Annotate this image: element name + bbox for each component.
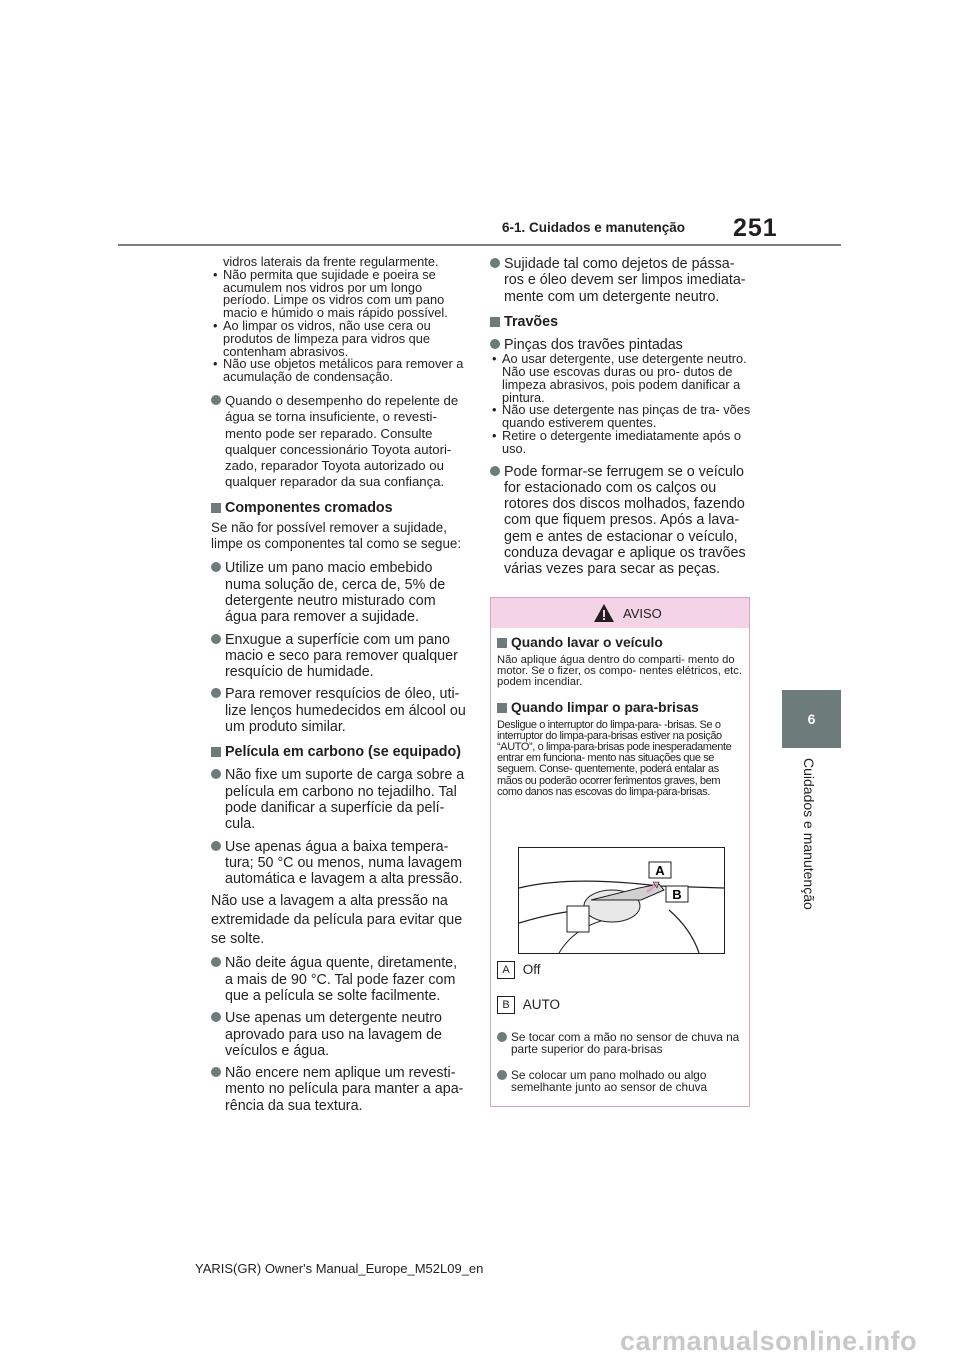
list-item-text: Não encere nem aplique um revesti- mento no película para manter a apa- rência da sua textura. bbox=[225, 1065, 464, 1114]
label-b: B bbox=[497, 996, 515, 1014]
bullet-icon bbox=[490, 258, 500, 268]
subheading-text: Travões bbox=[504, 313, 559, 330]
footer: YARIS(GR) Owner's Manual_Europe_M52L09_en bbox=[195, 1261, 484, 1276]
bullet-icon bbox=[211, 562, 221, 572]
bullet-icon bbox=[490, 466, 500, 476]
wiper-switch-illustration bbox=[518, 847, 725, 954]
legend-item bbox=[497, 996, 560, 1014]
page-number: 251 bbox=[733, 214, 778, 242]
list-item bbox=[490, 464, 754, 578]
list-item bbox=[211, 686, 469, 735]
list-item-text: Pode formar-se ferrugem se o veículo for estacionado com os calços ou rotores dos discos molhados, fazendo com que fiquem presos. Após a lava- gem e antes de estacionar o veículo, conduza devagar e aplique os travões várias vezes para secar as peças. bbox=[504, 463, 746, 578]
list-item-text: Para remover resquícios de óleo, uti- lize lenços humedecidos em álcool ou um produto similar. bbox=[225, 686, 466, 736]
list-item-text: Não fixe um suporte de carga sobre a película em carbono no tejadilho. Tal pode danificar a superfície da pelí- cula. bbox=[225, 767, 465, 833]
list-item bbox=[211, 1065, 469, 1114]
list-item bbox=[211, 393, 469, 491]
bullet-icon bbox=[211, 957, 221, 967]
list-item-text: Quando o desempenho do repelente de água se torna insuficiente, o revesti- mento pode ser reparado. Consulte qualquer concessionário Toyota autori- zado, reparador Toyota autorizado ou qualquer reparador da sua confiança. bbox=[225, 392, 459, 490]
list-item bbox=[211, 955, 469, 1004]
bullet-icon bbox=[497, 1070, 507, 1080]
list-item-text: Use apenas um detergente neutro aprovado para uso na lavagem de veículos e água. bbox=[225, 1010, 442, 1059]
warning-body bbox=[491, 628, 749, 798]
warning-header bbox=[491, 598, 749, 628]
watermark: carmanualsonline.info bbox=[620, 1326, 918, 1356]
subheading-text: Quando limpar o para-brisas bbox=[511, 699, 699, 715]
warning-triangle-icon bbox=[593, 603, 615, 623]
label-a: A bbox=[497, 961, 515, 979]
dash-item: • Ao limpar os vidros, não use cera ou produtos de limpeza para vidros que contenham abrasivos. bbox=[211, 320, 469, 358]
square-bullet-icon bbox=[211, 747, 221, 757]
warning-box bbox=[490, 597, 750, 1107]
bullet-icon bbox=[490, 339, 500, 349]
wiper-lever-drawing bbox=[519, 848, 724, 953]
chapter-tab: 6 bbox=[782, 690, 841, 748]
bullet-icon bbox=[211, 841, 221, 851]
paragraph: Se não for possível remover a sujidade, limpe os componentes tal como se segue: bbox=[211, 519, 462, 552]
left-column bbox=[211, 256, 469, 1114]
list-item bbox=[490, 256, 754, 305]
bullet-icon bbox=[497, 1032, 507, 1042]
list-item-text: Use apenas água a baixa tempera- tura; 50 °C ou menos, numa lavagem automática e lavagem a alta pressão. bbox=[225, 838, 463, 888]
section-title: 6-1. Cuidados e manutenção bbox=[502, 220, 686, 235]
subheading bbox=[211, 500, 469, 516]
bullet-icon bbox=[211, 769, 221, 779]
warning-title: AVISO bbox=[623, 606, 662, 621]
header-rule bbox=[118, 244, 841, 246]
list-item-text: Utilize um pano macio embebido numa solução de, cerca de, 5% de detergente neutro misturado com água para remover a sujidade. bbox=[225, 560, 446, 626]
paragraph: Não use a lavagem a alta pressão na extremidade da película para evitar que se solte. bbox=[211, 893, 463, 948]
subheading-text: Quando lavar o veículo bbox=[511, 635, 663, 650]
dash-item: • Não use objetos metálicos para remover a acumulação de condensação. bbox=[211, 358, 469, 384]
subheading-text: Película em carbono (se equipado) bbox=[225, 744, 461, 761]
list-item-text: Enxugue a superfície com um pano macio e seco para remover qualquer resquício de humidade. bbox=[225, 631, 458, 681]
paragraph: Não aplique água dentro do comparti- mento do motor. Se o fizer, os compo- nentes elétricos, etc. podem incendiar. bbox=[497, 654, 742, 689]
list-item bbox=[211, 560, 469, 625]
right-column bbox=[490, 256, 754, 578]
list-item-text: Se colocar um pano molhado ou algo semelhante junto ao sensor de chuva bbox=[511, 1068, 708, 1094]
intro-line: vidros laterais da frente regularmente. bbox=[223, 254, 439, 269]
svg-text:A: A bbox=[655, 863, 665, 878]
subheading bbox=[490, 314, 754, 330]
legend-text: Off bbox=[522, 961, 541, 977]
chapter-label: Cuidados e manutenção bbox=[801, 758, 817, 910]
svg-text:B: B bbox=[672, 887, 682, 902]
dash-item: • Ao usar detergente, use detergente neutro. Não use escovas duras ou pro- dutos de limpeza abrasivos, pois podem danificar a pintura. bbox=[490, 353, 754, 404]
list-item-text: Se tocar com a mão no sensor de chuva na parte superior do para-brisas bbox=[511, 1030, 740, 1056]
list-item bbox=[211, 1010, 469, 1059]
dash-item: • Retire o detergente imediatamente após o uso. bbox=[490, 430, 754, 456]
subheading bbox=[211, 744, 469, 760]
dash-item: • Não use detergente nas pinças de tra- vões quando estiverem quentes. bbox=[490, 404, 754, 430]
bullet-icon bbox=[211, 395, 221, 405]
list-item bbox=[211, 632, 469, 681]
bullet-icon bbox=[211, 688, 221, 698]
list-item-text: Pinças dos travões pintadas bbox=[504, 336, 683, 353]
subheading bbox=[497, 700, 743, 715]
bullet-icon bbox=[211, 634, 221, 644]
legend-text: AUTO bbox=[522, 996, 561, 1012]
square-bullet-icon bbox=[490, 317, 500, 327]
square-bullet-icon bbox=[211, 503, 221, 513]
bullet-icon bbox=[211, 1067, 221, 1077]
square-bullet-icon bbox=[497, 703, 507, 713]
list-item bbox=[497, 1031, 746, 1055]
subheading bbox=[497, 635, 743, 650]
paragraph: Desligue o interruptor do limpa-para- -brisas. Se o interruptor do limpa-para-brisas estiver na posição “AUTO”, o limpa-para-brisas pode inesperadamente entrar em funciona- mento nas situações que se seguem. Conse- quentemente, poderá entalar as mãos ou poderão ocorrer ferimentos graves, bem como danos nas escovas do limpa-para-brisas. bbox=[497, 718, 732, 798]
square-bullet-icon bbox=[497, 638, 507, 648]
list-item-text: Não deite água quente, diretamente, a mais de 90 °C. Tal pode fazer com que a película se solte facilmente. bbox=[225, 955, 458, 1004]
bullet-icon bbox=[211, 1012, 221, 1022]
legend-item bbox=[497, 961, 541, 979]
list-item bbox=[211, 767, 469, 832]
list-item-text: Sujidade tal como dejetos de pássa- ros e óleo devem ser limpos imediata- mente com um detergente neutro. bbox=[504, 256, 746, 305]
list-item bbox=[211, 839, 469, 888]
subheading-text: Componentes cromados bbox=[225, 499, 393, 516]
dash-item: • Não permita que sujidade e poeira se acumulem nos vidros por um longo período. Limpe os vidros com um pano macio e húmido o mais rápido possível. bbox=[211, 269, 469, 320]
list-item bbox=[497, 1069, 746, 1093]
